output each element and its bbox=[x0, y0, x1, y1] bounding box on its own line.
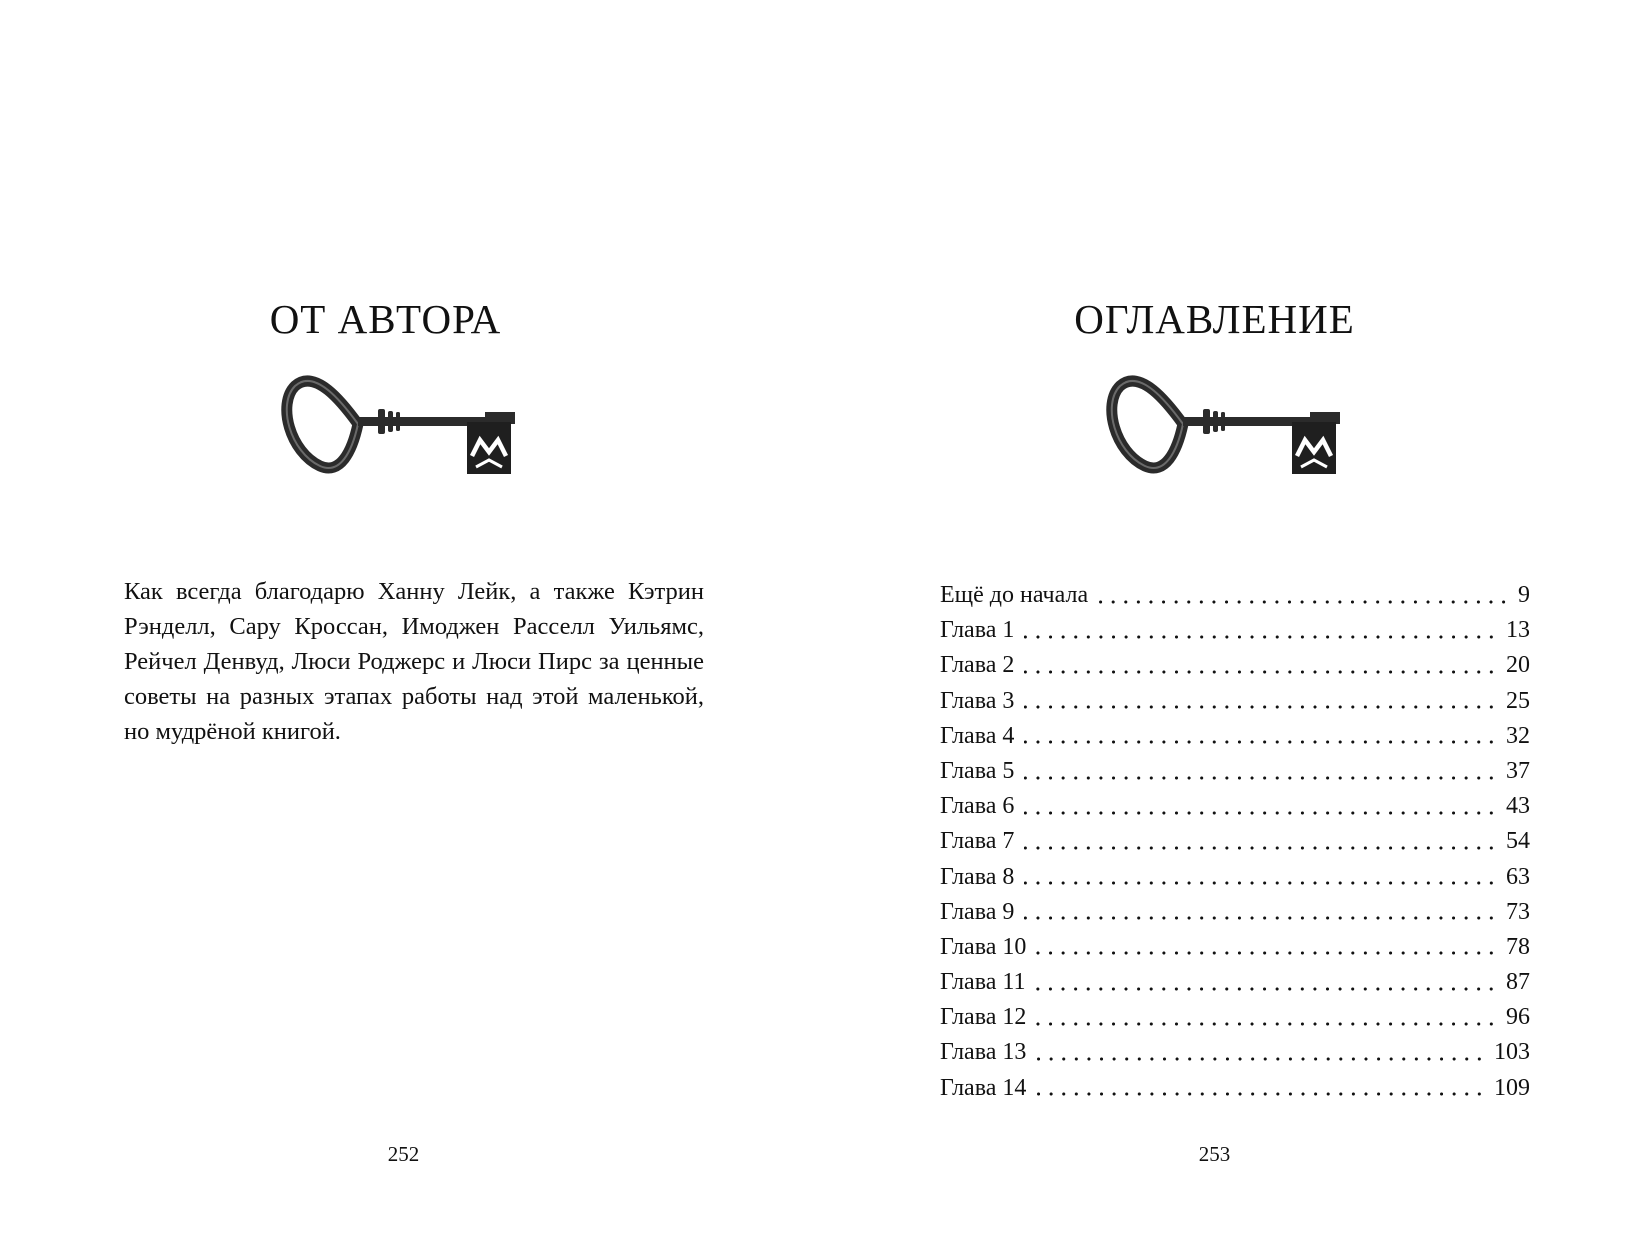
dot-leader bbox=[1024, 881, 1498, 885]
toc-entry-page: 78 bbox=[1506, 933, 1530, 960]
toc-entry-page: 25 bbox=[1506, 687, 1530, 714]
toc-entry[interactable] bbox=[940, 1035, 1530, 1070]
toc-entry-label: Глава 3 bbox=[940, 687, 1015, 714]
toc-entry-label: Глава 14 bbox=[940, 1074, 1027, 1101]
toc-entry[interactable] bbox=[940, 860, 1530, 895]
toc-entry-label: Глава 9 bbox=[940, 898, 1015, 925]
dot-leader bbox=[1024, 846, 1498, 850]
toc-entry-page: 54 bbox=[1506, 828, 1530, 855]
toc-entry-page: 43 bbox=[1506, 793, 1530, 820]
table-of-contents bbox=[940, 578, 1530, 1106]
page-title: ОТ АВТОРА bbox=[269, 296, 502, 342]
dot-leader bbox=[1024, 705, 1498, 709]
toc-entry-label: Глава 5 bbox=[940, 757, 1015, 784]
toc-entry-label: Глава 12 bbox=[940, 1004, 1027, 1031]
toc-entry-page: 63 bbox=[1506, 863, 1530, 890]
toc-entry[interactable] bbox=[940, 895, 1530, 930]
toc-entry[interactable] bbox=[940, 648, 1530, 683]
toc-entry-page: 87 bbox=[1506, 969, 1530, 996]
toc-entry-label: Глава 8 bbox=[940, 863, 1015, 890]
dot-leader bbox=[1024, 811, 1498, 815]
toc-entry[interactable] bbox=[940, 754, 1530, 789]
dot-leader bbox=[1035, 987, 1498, 991]
toc-entry[interactable] bbox=[940, 1071, 1530, 1106]
dot-leader bbox=[1036, 1057, 1486, 1061]
toc-entry[interactable] bbox=[940, 719, 1530, 754]
page-number: 253 bbox=[1198, 1142, 1231, 1166]
toc-entry-page: 109 bbox=[1494, 1074, 1530, 1101]
toc-entry[interactable] bbox=[940, 824, 1530, 859]
toc-entry-label: Глава 1 bbox=[940, 617, 1015, 644]
dot-leader bbox=[1036, 1092, 1486, 1096]
author-note-paragraph: Как всегда благодарю Ханну Лейк, а также Кэтрин Рэнделл, Сару Кроссан, Имоджен Расселл Уильямс, Рейчел Денвуд, Люси Роджерс и Люси Пирс за ценные советы на разных этапах работы над этой маленькой, но мудрёной книгой. bbox=[124, 578, 704, 745]
toc-entry-label: Глава 6 bbox=[940, 793, 1015, 820]
page-title: ОГЛАВЛЕНИЕ bbox=[1074, 296, 1355, 342]
toc-entry-page: 20 bbox=[1506, 652, 1530, 679]
toc-entry[interactable] bbox=[940, 930, 1530, 965]
right-page bbox=[815, 0, 1630, 1252]
toc-entry-page: 13 bbox=[1506, 617, 1530, 644]
dot-leader bbox=[1036, 951, 1498, 955]
heart-key-icon bbox=[280, 372, 540, 482]
toc-entry-page: 73 bbox=[1506, 898, 1530, 925]
toc-entry[interactable] bbox=[940, 578, 1530, 613]
toc-entry-label: Глава 10 bbox=[940, 933, 1027, 960]
page-number: 252 bbox=[387, 1142, 420, 1166]
dot-leader bbox=[1098, 600, 1510, 604]
toc-entry[interactable] bbox=[940, 684, 1530, 719]
dot-leader bbox=[1024, 635, 1498, 639]
toc-entry[interactable] bbox=[940, 613, 1530, 648]
toc-entry-page: 96 bbox=[1506, 1004, 1530, 1031]
toc-entry-label: Глава 4 bbox=[940, 722, 1015, 749]
heart-key-icon bbox=[1105, 372, 1365, 482]
dot-leader bbox=[1024, 776, 1498, 780]
dot-leader bbox=[1024, 670, 1498, 674]
toc-entry[interactable] bbox=[940, 1000, 1530, 1035]
toc-entry-page: 103 bbox=[1494, 1039, 1530, 1066]
toc-entry-page: 37 bbox=[1506, 757, 1530, 784]
toc-entry[interactable] bbox=[940, 789, 1530, 824]
dot-leader bbox=[1024, 740, 1498, 744]
toc-entry-label: Глава 7 bbox=[940, 828, 1015, 855]
dot-leader bbox=[1036, 1022, 1498, 1026]
toc-entry-label: Ещё до начала bbox=[940, 582, 1089, 608]
toc-entry[interactable] bbox=[940, 965, 1530, 1000]
toc-entry-label: Глава 11 bbox=[940, 969, 1026, 996]
toc-entry-page: 9 bbox=[1518, 582, 1530, 608]
toc-entry-label: Глава 13 bbox=[940, 1039, 1027, 1066]
dot-leader bbox=[1024, 916, 1498, 920]
toc-entry-page: 32 bbox=[1506, 722, 1530, 749]
toc-entry-label: Глава 2 bbox=[940, 652, 1015, 679]
